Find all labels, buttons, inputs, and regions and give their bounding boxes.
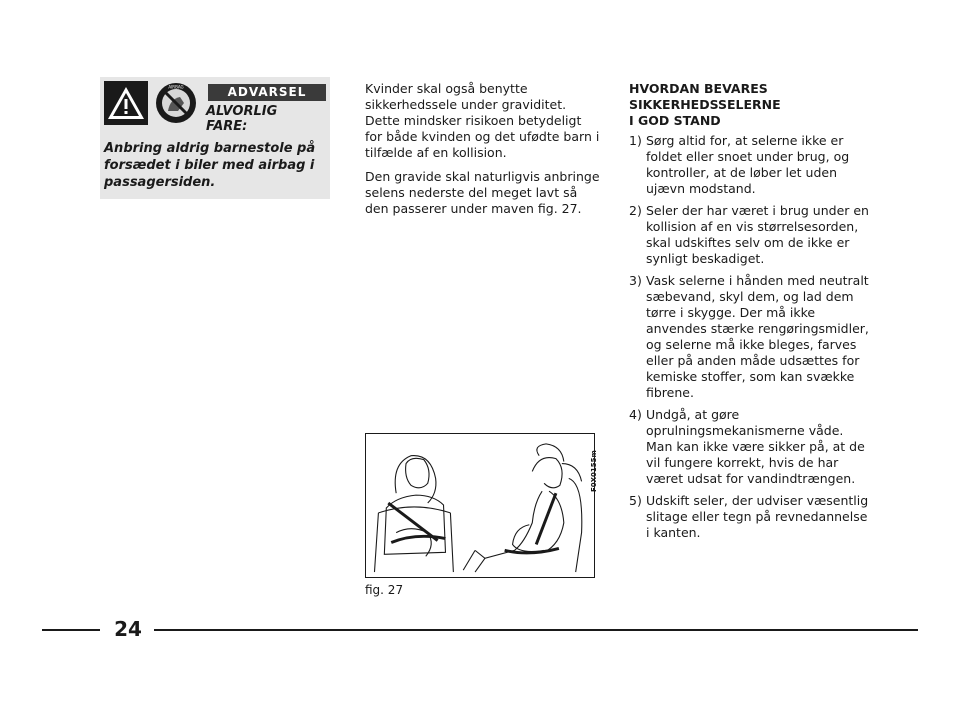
list-item-number: 5): [629, 493, 642, 508]
warning-title: [206, 104, 326, 134]
warning-text: Anbring aldrig barnestole på forsædet i biler med airbag i passagersiden.: [104, 141, 316, 190]
list-item: [629, 133, 869, 197]
footer-rule-right: [154, 629, 918, 631]
list-item-number: 4): [629, 407, 642, 422]
list-item-number: 1): [629, 133, 642, 148]
list-item-text: Seler der har været i brug under en kollision af en vis størrelsesorden, skal udskiftes selv om de ikke er synligt beskadiget.: [646, 203, 869, 266]
list-item: [629, 407, 869, 487]
warning-badge: ADVARSEL: [208, 84, 326, 101]
list-item: [629, 273, 869, 401]
belt-care-section: [629, 81, 869, 547]
pregnancy-paragraph-2: Den gravide skal naturligvis anbringe selens nederste del meget lavt så den passerer under maven fig. 27.: [365, 169, 600, 216]
section-heading-line3: I GOD STAND: [629, 113, 721, 128]
pregnancy-section: [365, 81, 600, 225]
figure-caption: fig. 27: [365, 583, 404, 597]
section-heading: [629, 81, 869, 129]
airbag-label: AIRBAG: [168, 84, 184, 90]
warning-triangle-icon: [104, 81, 148, 125]
no-child-seat-airbag-icon: [154, 81, 198, 125]
list-item: [629, 203, 869, 267]
warning-box: [100, 77, 330, 199]
figure-code: F0X0155m: [590, 450, 598, 492]
section-heading-line2: SIKKERHEDSSELERNE: [629, 97, 781, 112]
section-heading-line1: HVORDAN BEVARES: [629, 81, 768, 96]
list-item-text: Undgå, at gøre oprulningsmekanismerne våde. Man kan ikke være sikker på, at de vil fungere korrekt, hvis de har været udsat for vandindtrængen.: [646, 407, 865, 486]
page-number: 24: [114, 617, 142, 641]
list-item-number: 2): [629, 203, 642, 218]
footer-rule-left: [42, 629, 100, 631]
pregnancy-paragraph-1: Kvinder skal også benytte sikkerhedssele under graviditet. Dette mindsker risikoen betydeligt for både kvinden og det ufødte barn i tilfælde af en kollision.: [365, 81, 600, 160]
list-item-number: 3): [629, 273, 642, 288]
list-item-text: Udskift seler, der udviser væsentlig slitage eller tegn på revnedannelse i kanten.: [646, 493, 869, 540]
figure-27-illustration: [365, 433, 595, 578]
list-item: [629, 493, 869, 541]
warning-title-line1: ALVORLIG: [206, 104, 278, 119]
warning-title-line2: FARE:: [206, 119, 248, 134]
list-item-text: Sørg altid for, at selerne ikke er foldet eller snoet under brug, og kontroller, at de løber let uden ujævn modstand.: [646, 133, 850, 196]
list-item-text: Vask selerne i hånden med neutralt sæbevand, skyl dem, og lad dem tørre i skygge. Der må ikke anvendes stærke rengøringsmidler, og selerne må ikke bleges, farves eller på anden måde udsættes for kemiske stoffer, som kan svække fibrene.: [646, 273, 869, 400]
